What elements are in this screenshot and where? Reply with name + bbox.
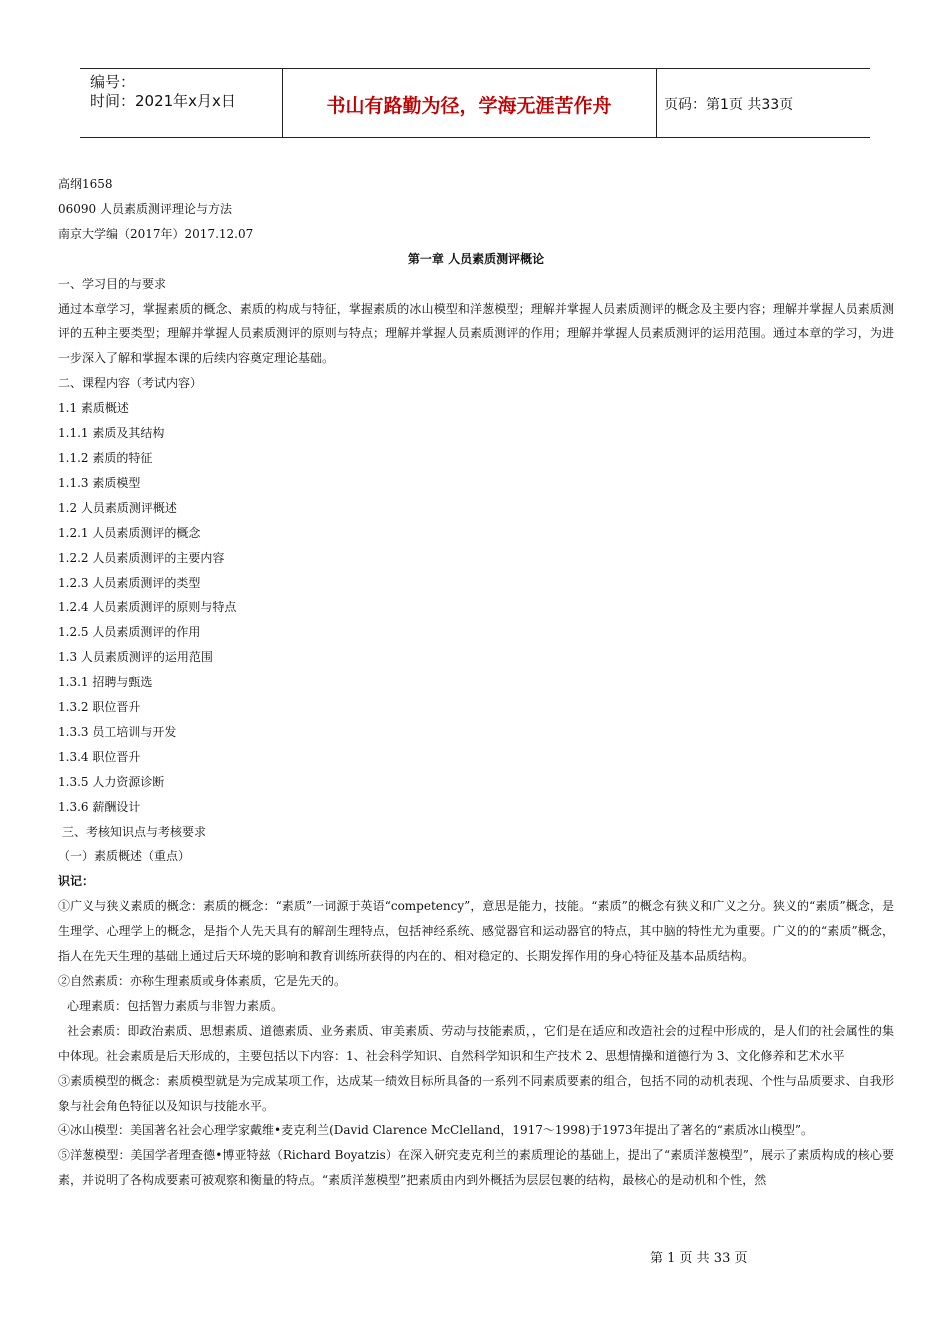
chapter-title: 第一章 人员素质测评概论: [407, 251, 545, 266]
course-name: 06090 人员素质测评理论与方法: [58, 201, 232, 216]
outline-item: 1.3.1 招聘与甄选: [58, 675, 153, 690]
paragraph: 心理素质：包括智力素质与非智力素质。: [67, 998, 284, 1013]
time-label: 时间：2021年x月x日: [90, 92, 236, 110]
section-title: 三、考核知识点与考核要求: [62, 824, 207, 839]
outline-item: 1.1.2 素质的特征: [58, 450, 153, 465]
section-title: 二、课程内容（考试内容）: [58, 376, 203, 391]
subsection-title: （一）素质概述（重点）: [58, 849, 191, 864]
outline-item: 1.3 人员素质测评的运用范围: [58, 650, 213, 665]
paragraph: ③素质模型的概念：素质模型就是为完成某项工作，达成某一绩效目标所具备的一系列不同素质要素的组合，包括不同的动机表现、个性与品质要求、自我形象与社会角色特征以及知识与技能水平。: [58, 1073, 894, 1113]
header-right-cell: [656, 69, 870, 137]
header-page-info: 页码：第1页 共33页: [664, 97, 794, 113]
paragraph: ⑤洋葱模型：美国学者理查德•博亚特兹（Richard Boyatzis）在深入研究麦克利兰的素质理论的基础上，提出了“素质洋葱模型”，展示了素质构成的核心要素，并说明了各构成要素可被观察和衡量的特点。“素质洋葱模型”把素质由内到外概括为层层包裹的结构，最核心的是动机和个性，然: [58, 1148, 894, 1188]
outline-item: 1.1 素质概述: [58, 401, 129, 416]
outline-item: 1.3.6 薪酬设计: [58, 799, 141, 814]
outline-item: 1.3.2 职位晋升: [58, 700, 141, 715]
number-label: 编号：: [90, 73, 136, 91]
publisher-line: 南京大学编（2017年）2017.12.07: [58, 226, 254, 241]
document-body: [58, 172, 894, 1193]
outline-item: 1.2.1 人员素质测评的概念: [58, 525, 201, 540]
paragraph: ②自然素质：亦称生理素质或身体素质，它是先天的。: [58, 974, 347, 988]
header-middle-cell: [282, 69, 657, 137]
outline-item: 1.2.5 人员素质测评的作用: [58, 625, 201, 640]
outline-item: 1.1.1 素质及其结构: [58, 426, 165, 441]
outline-item: 1.2.2 人员素质测评的主要内容: [58, 550, 225, 565]
outline-item: 1.1.3 素质模型: [58, 475, 141, 490]
page-header: [80, 68, 870, 138]
section-title: 一、学习目的与要求: [58, 276, 167, 291]
page-footer: 第 1 页 共 33 页: [650, 1251, 748, 1266]
outline-item: 1.3.5 人力资源诊断: [58, 774, 165, 789]
header-motto: 书山有路勤为径，学海无涯苦作舟: [326, 95, 612, 117]
outline-item: 1.3.4 职位晋升: [58, 749, 141, 764]
recall-label: 识记：: [58, 874, 95, 889]
paragraph: ④冰山模型：美国著名社会心理学家戴维•麦克利兰(David Clarence McClelland，1917～1998)于1973年提出了著名的“素质冰山模型”。: [58, 1123, 813, 1138]
outline-item: 1.2.3 人员素质测评的类型: [58, 575, 201, 590]
outline-item: 1.2.4 人员素质测评的原则与特点: [58, 600, 237, 615]
paragraph: ①广义与狭义素质的概念：素质的概念：“素质”一词源于英语“competency”，意思是能力，技能。“素质”的概念有狭义和广义之分。狭义的“素质”概念，是生理学、心理学上的概念，是指个人先天具有的解剖生理特点，包括神经系统、感觉器官和运动器官的特点，其中脑的特性尤为重要。广义的的“素质”概念，指人在先天生理的基础上通过后天环境的影响和教育训练所获得的内在的、相对稳定的、长期发挥作用的身心特征及基本品质结构。: [58, 899, 894, 964]
header-left-cell: [80, 69, 283, 137]
paragraph: 社会素质：即政治素质、思想素质、道德素质、业务素质、审美素质、劳动与技能素质，，它们是在适应和改造社会的过程中形成的，是人们的社会属性的集中体现。社会素质是后天形成的，主要包括以下内容：1、社会科学知识、自然科学知识和生产技术 2、思想情操和道德行为 3、文化修养和艺术水平: [58, 1023, 894, 1063]
course-code: 高纲1658: [58, 177, 113, 191]
outline-item: 1.3.3 员工培训与开发: [58, 724, 177, 739]
outline-item: 1.2 人员素质测评概述: [58, 500, 177, 515]
paragraph: 通过本章学习，掌握素质的概念、素质的构成与特征，掌握素质的冰山模型和洋葱模型；理解并掌握人员素质测评的概念及主要内容；理解并掌握人员素质测评的五种主要类型；理解并掌握人员素质测评的原则与特点；理解并掌握人员素质测评的作用；理解并掌握人员素质测评的运用范围。通过本章的学习，为进一步深入了解和掌握本课的后续内容奠定理论基础。: [58, 301, 894, 366]
